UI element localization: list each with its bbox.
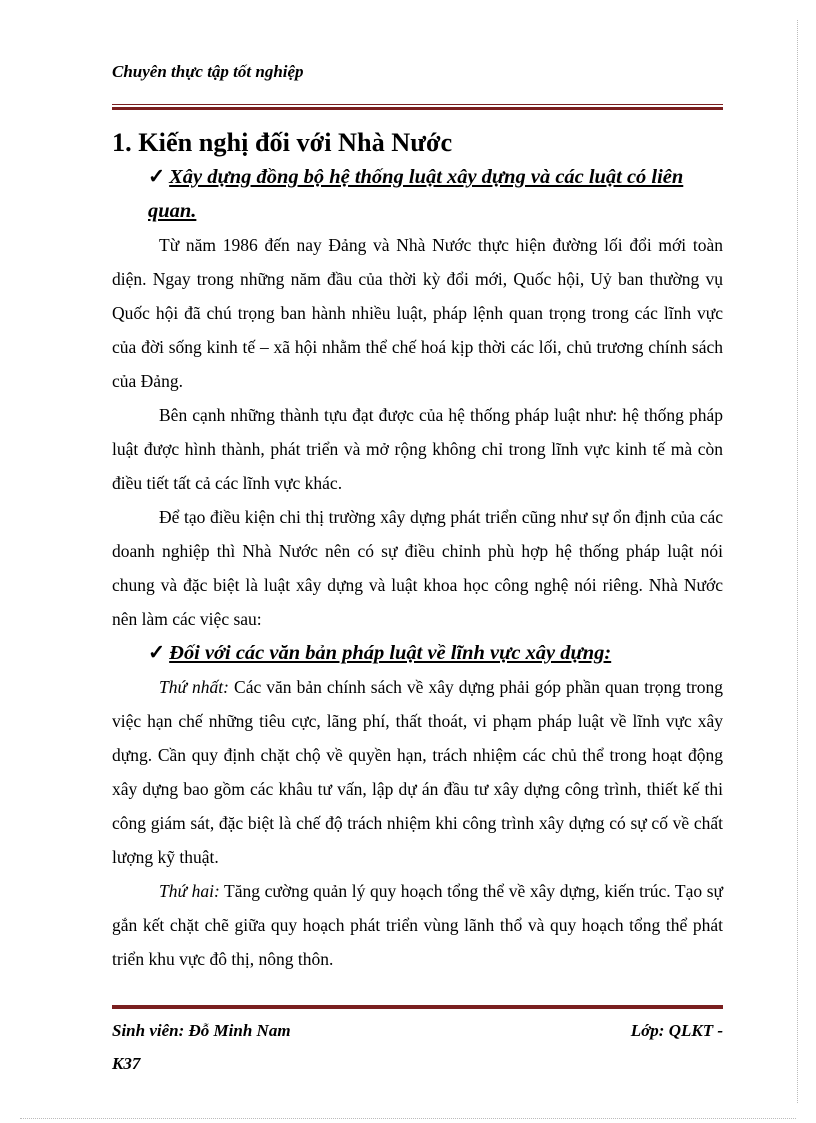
sub-heading-text: Xây dựng đồng bộ hệ thống luật xây dựng và các luật có liên quan. xyxy=(148,166,684,222)
document-body xyxy=(112,126,723,976)
page-footer xyxy=(112,1014,723,1080)
paragraph xyxy=(112,874,723,976)
footer-divider xyxy=(112,1003,723,1009)
paragraph xyxy=(112,670,723,874)
checkmark-icon: ✓ xyxy=(148,642,166,664)
paragraph-lead: Thứ hai: xyxy=(159,881,220,901)
sub-heading-legal-system xyxy=(148,160,723,228)
paragraph: Bên cạnh những thành tựu đạt được của hệ thống pháp luật như: hệ thống pháp luật được hình thành, phát triển và mở rộng không chỉ trong lĩnh vực kinh tế mà còn điều tiết tất cả các lĩnh vực khác. xyxy=(112,405,723,493)
checkmark-icon: ✓ xyxy=(148,166,166,188)
paragraph-lead: Thứ nhất: xyxy=(159,677,230,697)
footer-student: Sinh viên: Đỗ Minh Nam xyxy=(112,1021,291,1040)
page-edge-dotted-line xyxy=(20,1118,796,1119)
page-header-title: Chuyên thực tập tốt nghiệp xyxy=(112,62,304,81)
paragraph-text: Các văn bản chính sách về xây dựng phải góp phần quan trọng trong việc hạn chế những tiêu cực, lãng phí, thất thoát, vi phạm pháp luật về lĩnh vực xây dựng. Cần quy định chặt chộ về quyền hạn, trách nhiệm các chủ thể trong hoạt động xây dựng bao gồm các khâu tư vấn, lập dự án đầu tư xây dựng công trình, thiết kế thi công giám sát, đặc biệt là chế độ trách nhiệm khi công trình xây dựng có sự cố về chất lượng kỹ thuật. xyxy=(112,677,724,867)
paragraph: Từ năm 1986 đến nay Đảng và Nhà Nước thực hiện đường lối đổi mới toàn diện. Ngay trong những năm đầu của thời kỳ đổi mới, Quốc hội, Uỷ ban thường vụ Quốc hội đã chú trọng ban hành nhiều luật, pháp lệnh quan trọng trong các lĩnh vực của đời sống kinh tế – xã hội nhằm thể chế hoá kịp thời các lối, chủ trương chính sách của Đảng. xyxy=(112,235,723,391)
paragraph: Để tạo điều kiện chi thị trường xây dựng phát triển cũng như sự ổn định của các doanh nghiệp thì Nhà Nước nên có sự điều chỉnh phù hợp hệ thống pháp luật nói chung và đặc biệt là luật xây dựng và luật khoa học công nghệ nói riêng. Nhà Nước nên làm các việc sau: xyxy=(112,507,723,629)
footer-class-code: K37 xyxy=(112,1054,141,1073)
sub-heading-legal-documents xyxy=(148,636,723,670)
paragraph-text: Tăng cường quản lý quy hoạch tổng thể về xây dựng, kiến trúc. Tạo sự gắn kết chặt chẽ giữa quy hoạch phát triển vùng lãnh thổ và quy hoạch tổng thể phát triển khu vực đô thị, nông thôn. xyxy=(112,881,723,969)
footer-class-label: Lớp: QLKT - xyxy=(630,1021,723,1040)
section-heading: 1. Kiến nghị đối với Nhà Nước xyxy=(112,128,453,157)
sub-heading-text: Đối với các văn bản pháp luật về lĩnh vực xây dựng: xyxy=(169,642,612,664)
header-divider xyxy=(112,104,723,110)
page-edge-dotted-line xyxy=(797,20,798,1103)
